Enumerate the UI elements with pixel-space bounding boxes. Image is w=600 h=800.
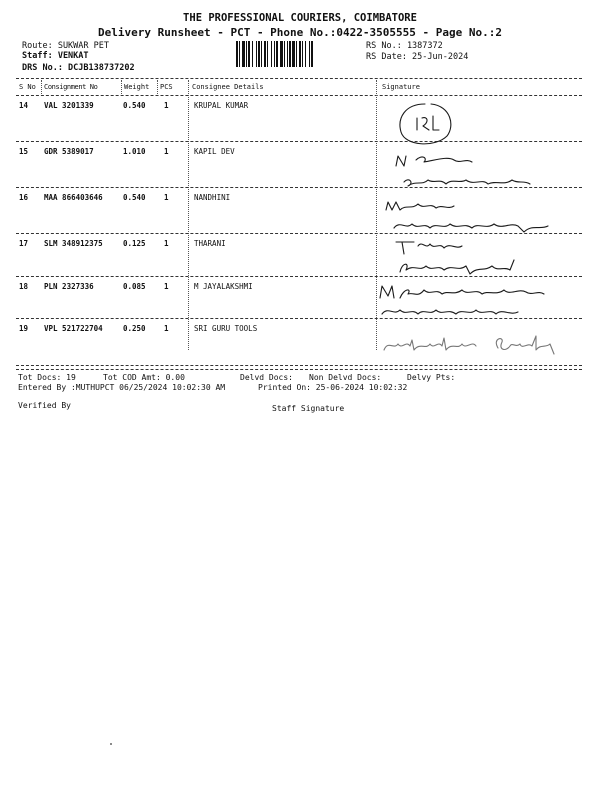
col-header-consignment: Consignment No — [44, 83, 98, 91]
cell-weight: 0.540 — [123, 193, 146, 202]
delivered-docs: Delvd Docs: — [240, 373, 293, 382]
table-top-rule — [16, 78, 582, 79]
cell-consignee: M JAYALAKSHMI — [194, 282, 253, 291]
cell-consignment: PLN 2327336 — [44, 282, 94, 291]
col-header-weight: Weight — [124, 83, 150, 91]
cell-sno: 17 — [19, 239, 29, 248]
signature-row-17 — [392, 236, 572, 278]
runsheet-subtitle: Delivery Runsheet - PCT - Phone No.:0422-3505555 - Page No.:2 — [98, 26, 502, 39]
cell-sno: 15 — [19, 147, 29, 156]
cell-pcs: 1 — [164, 324, 169, 333]
cell-pcs: 1 — [164, 147, 169, 156]
cell-pcs: 1 — [164, 193, 169, 202]
cell-weight: 0.540 — [123, 101, 146, 110]
cell-pcs: 1 — [164, 282, 169, 291]
col-divider — [41, 80, 42, 94]
total-cod-amount: Tot COD Amt: 0.00 — [103, 373, 185, 382]
staff-signature-label: Staff Signature — [272, 404, 345, 413]
cell-consignment: VPL 521722704 — [44, 324, 103, 333]
cell-consignment: VAL 3201339 — [44, 101, 94, 110]
cell-sno: 14 — [19, 101, 29, 110]
signature-row-18 — [378, 282, 568, 322]
cell-consignee: NANDHINI — [194, 193, 231, 202]
cell-sno: 18 — [19, 282, 29, 291]
signature-row-16 — [384, 196, 569, 236]
table-row — [16, 95, 582, 141]
signature-row-15 — [392, 150, 572, 192]
cell-weight: 0.085 — [123, 282, 146, 291]
total-docs: Tot Docs: 19 — [18, 373, 76, 382]
scan-speck — [110, 743, 112, 745]
cell-consignee: KAPIL DEV — [194, 147, 235, 156]
rs-date: RS Date: 25-Jun-2024 — [366, 52, 469, 62]
cell-pcs: 1 — [164, 101, 169, 110]
col-divider — [121, 80, 122, 94]
non-delivered-docs: Non Delvd Docs: — [309, 373, 382, 382]
verified-by-label: Verified By — [18, 401, 71, 410]
col-header-pcs: PCS — [160, 83, 173, 91]
barcode-image — [236, 41, 356, 67]
entered-by: Entered By :MUTHUPCT 06/25/2024 10:02:30 AM — [18, 383, 226, 392]
cell-pcs: 1 — [164, 239, 169, 248]
cell-weight: 0.125 — [123, 239, 146, 248]
cell-consignment: SLM 348912375 — [44, 239, 103, 248]
cell-sno: 19 — [19, 324, 29, 333]
drs-label: DRS No.: DCJB138737202 — [22, 63, 135, 73]
printed-on: Printed On: 25-06-2024 10:02:32 — [258, 383, 408, 392]
col-header-sno: S No — [19, 83, 36, 91]
rs-number: RS No.: 1387372 — [366, 41, 443, 51]
company-title: THE PROFESSIONAL COURIERS, COIMBATORE — [183, 12, 417, 24]
table-bottom-rule — [16, 369, 582, 370]
cell-consignment: MAA 866403646 — [44, 193, 103, 202]
cell-sno: 16 — [19, 193, 29, 202]
cell-consignee: THARANI — [194, 239, 226, 248]
cell-consignment: GDR 5389017 — [44, 147, 94, 156]
cell-consignee: KRUPAL KUMAR — [194, 101, 249, 110]
signature-row-19 — [380, 328, 570, 360]
staff-label: Staff: VENKAT — [22, 51, 89, 61]
col-header-consignee: Consignee Details — [192, 83, 264, 91]
cell-consignee: SRI GURU TOOLS — [194, 324, 258, 333]
delivery-points: Delvy Pts: — [407, 373, 456, 382]
col-divider — [157, 80, 158, 94]
cell-weight: 0.250 — [123, 324, 146, 333]
route-label: Route: SUKWAR PET — [22, 41, 109, 51]
col-header-signature: Signature — [382, 83, 420, 91]
table-bottom-rule — [16, 365, 582, 366]
signature-row-14 — [395, 100, 455, 150]
cell-weight: 1.010 — [123, 147, 146, 156]
